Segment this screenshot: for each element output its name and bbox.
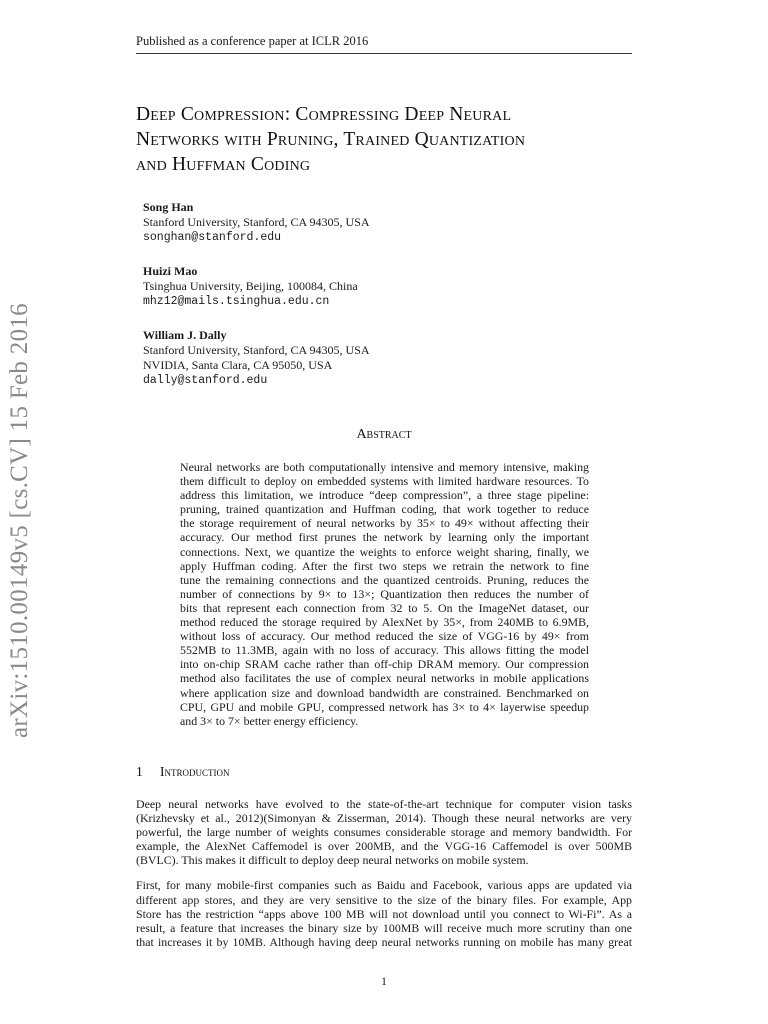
introduction-body (136, 797, 632, 960)
author-email: dally@stanford.edu (143, 374, 268, 387)
author-name: Song Han (143, 200, 194, 214)
abstract-line: 552MB to 11.3MB, again with no loss of accuracy. This allows fitting the model (180, 643, 589, 658)
abstract-line: where application size and download bandwidth are constrained. Benchmarked on (180, 685, 589, 700)
abstract-line: without loss of accuracy. Our method reduced the size of VGG-16 by 49× from (180, 629, 589, 644)
author-block (143, 200, 623, 407)
abstract-line: bits that represent each connection from 32 to 5. On the ImageNet dataset, our (180, 600, 589, 615)
text-line: that increases it by 10MB. Although having deep neural networks running on mobile has many great (136, 934, 632, 949)
text-line: (BVLC). This makes it difficult to deploy deep neural networks on mobile system. (136, 853, 529, 868)
section-number: 1 (136, 764, 143, 779)
abstract-line: connections. Next, we quantize the weights to enforce weight sharing, finally, we (180, 544, 589, 559)
section-title: Introduction (160, 764, 230, 779)
abstract-line: method reduced the storage required by AlexNet by 35×, from 240MB to 6.9MB, (180, 615, 589, 630)
abstract-line: into on-chip SRAM cache rather than off-chip DRAM memory. Our compression (180, 657, 589, 672)
arxiv-stamp: arXiv:1510.00149v5 [cs.CV] 15 Feb 2016 (6, 303, 33, 738)
abstract-line: Neural networks are both computationally intensive and memory intensive, making (180, 460, 589, 474)
text-line: powerful, the large number of weights consumes considerable storage and memory bandwidth. For (136, 825, 632, 840)
abstract-line: apply Huffman coding. After the first two steps we retrain the network to fine (180, 558, 589, 573)
text-line: different app stores, and they are very sensitive to the size of the binary files. For example, App (136, 892, 632, 907)
author-affiliation: Stanford University, Stanford, CA 94305, USA (143, 215, 370, 229)
author-name: William J. Dally (143, 328, 227, 342)
text-line: (Krizhevsky et al., 2012)(Simonyan & Zisserman, 2014). Though these neural networks are very (136, 811, 632, 826)
abstract-line: and 3× to 7× better energy efficiency. (180, 713, 359, 728)
title-line: and Huffman Coding (136, 154, 311, 175)
abstract-body (180, 460, 589, 728)
running-header: Published as a conference paper at ICLR 2016 (136, 34, 632, 54)
paragraph (136, 797, 632, 867)
abstract-line: accuracy. Our method first prunes the network by learning only the important (180, 530, 589, 545)
paper-title (136, 102, 656, 177)
text-line: result, a feature that increases the binary size by 100MB will receive much more scrutiny than one (136, 920, 632, 935)
abstract-line: CPU, GPU and mobile GPU, compressed network has 3× to 4× layerwise speedup (180, 699, 589, 714)
title-line: Deep Compression: Compressing Deep Neural (136, 104, 512, 125)
text-line: Deep neural networks have evolved to the state-of-the-art technique for computer vision tasks (136, 797, 632, 811)
page-number: 1 (381, 974, 387, 988)
author-email: mhz12@mails.tsinghua.edu.cn (143, 295, 330, 308)
abstract-heading: Abstract (356, 427, 412, 442)
author-entry (143, 328, 623, 388)
abstract-line: the storage requirement of neural networks by 35× to 49× without affecting their (180, 516, 589, 531)
paragraph (136, 878, 632, 948)
text-line: example, the AlexNet Caffemodel is over 200MB, and the VGG-16 Caffemodel is over 500MB (136, 839, 632, 854)
author-affiliation: Stanford University, Stanford, CA 94305, USA (143, 343, 370, 357)
abstract-line: address this limitation, we introduce “deep compression”, a three stage pipeline: (180, 488, 589, 503)
abstract-line: number of connections by 9× to 13×; Quantization then reduces the number of (180, 586, 589, 601)
author-entry (143, 264, 623, 309)
text-line: Store has the restriction “apps above 100 MB will not download until you connect to Wi-Fi”. As a (136, 906, 632, 921)
author-name: Huizi Mao (143, 264, 198, 278)
abstract-line: them difficult to deploy on embedded systems with limited hardware resources. To (180, 474, 589, 489)
author-affiliation: NVIDIA, Santa Clara, CA 95050, USA (143, 358, 333, 372)
abstract-line: method also facilitates the use of complex neural networks in mobile applications (180, 671, 589, 686)
section-heading-introduction (136, 764, 230, 780)
author-entry (143, 200, 623, 245)
text-line: First, for many mobile-first companies such as Baidu and Facebook, various apps are updated via (136, 878, 632, 893)
title-line: Networks with Pruning, Trained Quantization (136, 129, 526, 150)
abstract-line: pruning, trained quantization and Huffman coding, that work together to reduce (180, 502, 589, 517)
abstract-line: tune the remaining connections and the quantized centroids. Pruning, reduces the (180, 572, 589, 587)
author-email: songhan@stanford.edu (143, 231, 282, 244)
author-affiliation: Tsinghua University, Beijing, 100084, China (143, 279, 358, 293)
